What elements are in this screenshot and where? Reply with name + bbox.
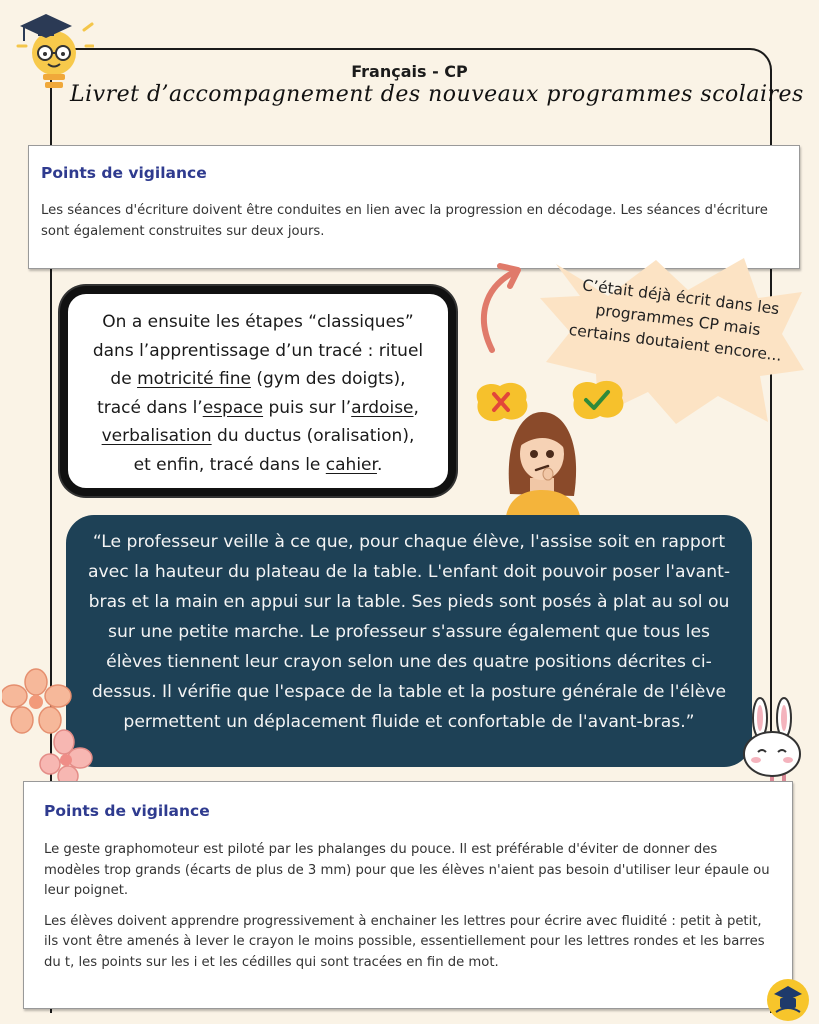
girl-illustration <box>500 404 584 516</box>
steps-box <box>60 286 456 496</box>
keyword: cahier <box>325 454 377 475</box>
steps-line: tracé dans l’espace puis sur l’ardoise, <box>97 397 419 418</box>
official-quote: “Le professeur veille à ce que, pour chaque élève, l'assise soit en rapport avec la hauteur du plateau de la table. L'enfant doit pouvoir poser l'avant-bras et la main en appui sur la table. Ses pieds sont posés à plat au sol ou sur une petite marche. Le professeur s'assure également que tous les élèves tiennent leur crayon selon une des quatre positions décrites ci-dessus. Il vérifie que l'espace de la table et la posture générale de l'élève permettent un déplacement fluide et confortable de l'avant-bras.” <box>66 515 752 767</box>
keyword: espace <box>202 397 264 418</box>
keyword: motricité fine <box>137 369 251 389</box>
vigilance-box-top <box>28 145 800 269</box>
keyword: verbalisation <box>101 426 212 446</box>
steps-line: On a ensuite les étapes “classiques” <box>102 312 414 332</box>
steps-line: et enfin, tracé dans le cahier. <box>133 454 383 475</box>
vigilance-paragraph: Les élèves doivent apprendre progressivement à enchainer les lettres pour écrire avec fluidité : petit à petit, ils vont être amenés à lever le crayon le moins possible, essentiellement pour les lettres rondes et les barres du t, les points sur les i et les cédilles qui sont tracées en fin de mot. <box>44 913 765 970</box>
vigilance-title: Points de vigilance <box>44 802 210 820</box>
arrow-icon <box>470 258 540 358</box>
steps-line: verbalisation du ductus (oralisation), <box>101 426 415 446</box>
keyword: ardoise <box>351 397 414 418</box>
steps-line: de motricité fine (gym des doigts), <box>110 369 406 389</box>
vigilance-title: Points de vigilance <box>41 164 207 182</box>
flower-icon <box>2 668 102 786</box>
bubble-text: C’était déjà écrit dans les programmes CP mais certains doutaient encore... <box>567 276 783 365</box>
subject-heading: Français - CP <box>351 62 468 81</box>
vigilance-paragraph: Le geste graphomoteur est piloté par les phalanges du pouce. Il est préférable d'éviter de donner des modèles trop grands (écarts de plus de 3 mm) pour que les élèves n'aient pas besoin d'utiliser leur épaule ou leur poignet. <box>44 842 770 898</box>
vigilance-text: Les séances d'écriture doivent être conduites en lien avec la progression en décodage. Les séances d'écriture sont également construites sur deux jours. <box>41 203 768 239</box>
steps-line: dans l’apprentissage d’un tracé : rituel <box>92 340 424 361</box>
vigilance-box-bottom <box>23 781 793 1009</box>
vigilance-text <box>44 840 772 973</box>
page-title: Livret d’accompagnement des nouveaux programmes scolaires <box>70 82 804 107</box>
owl-badge-logo <box>766 978 810 1022</box>
